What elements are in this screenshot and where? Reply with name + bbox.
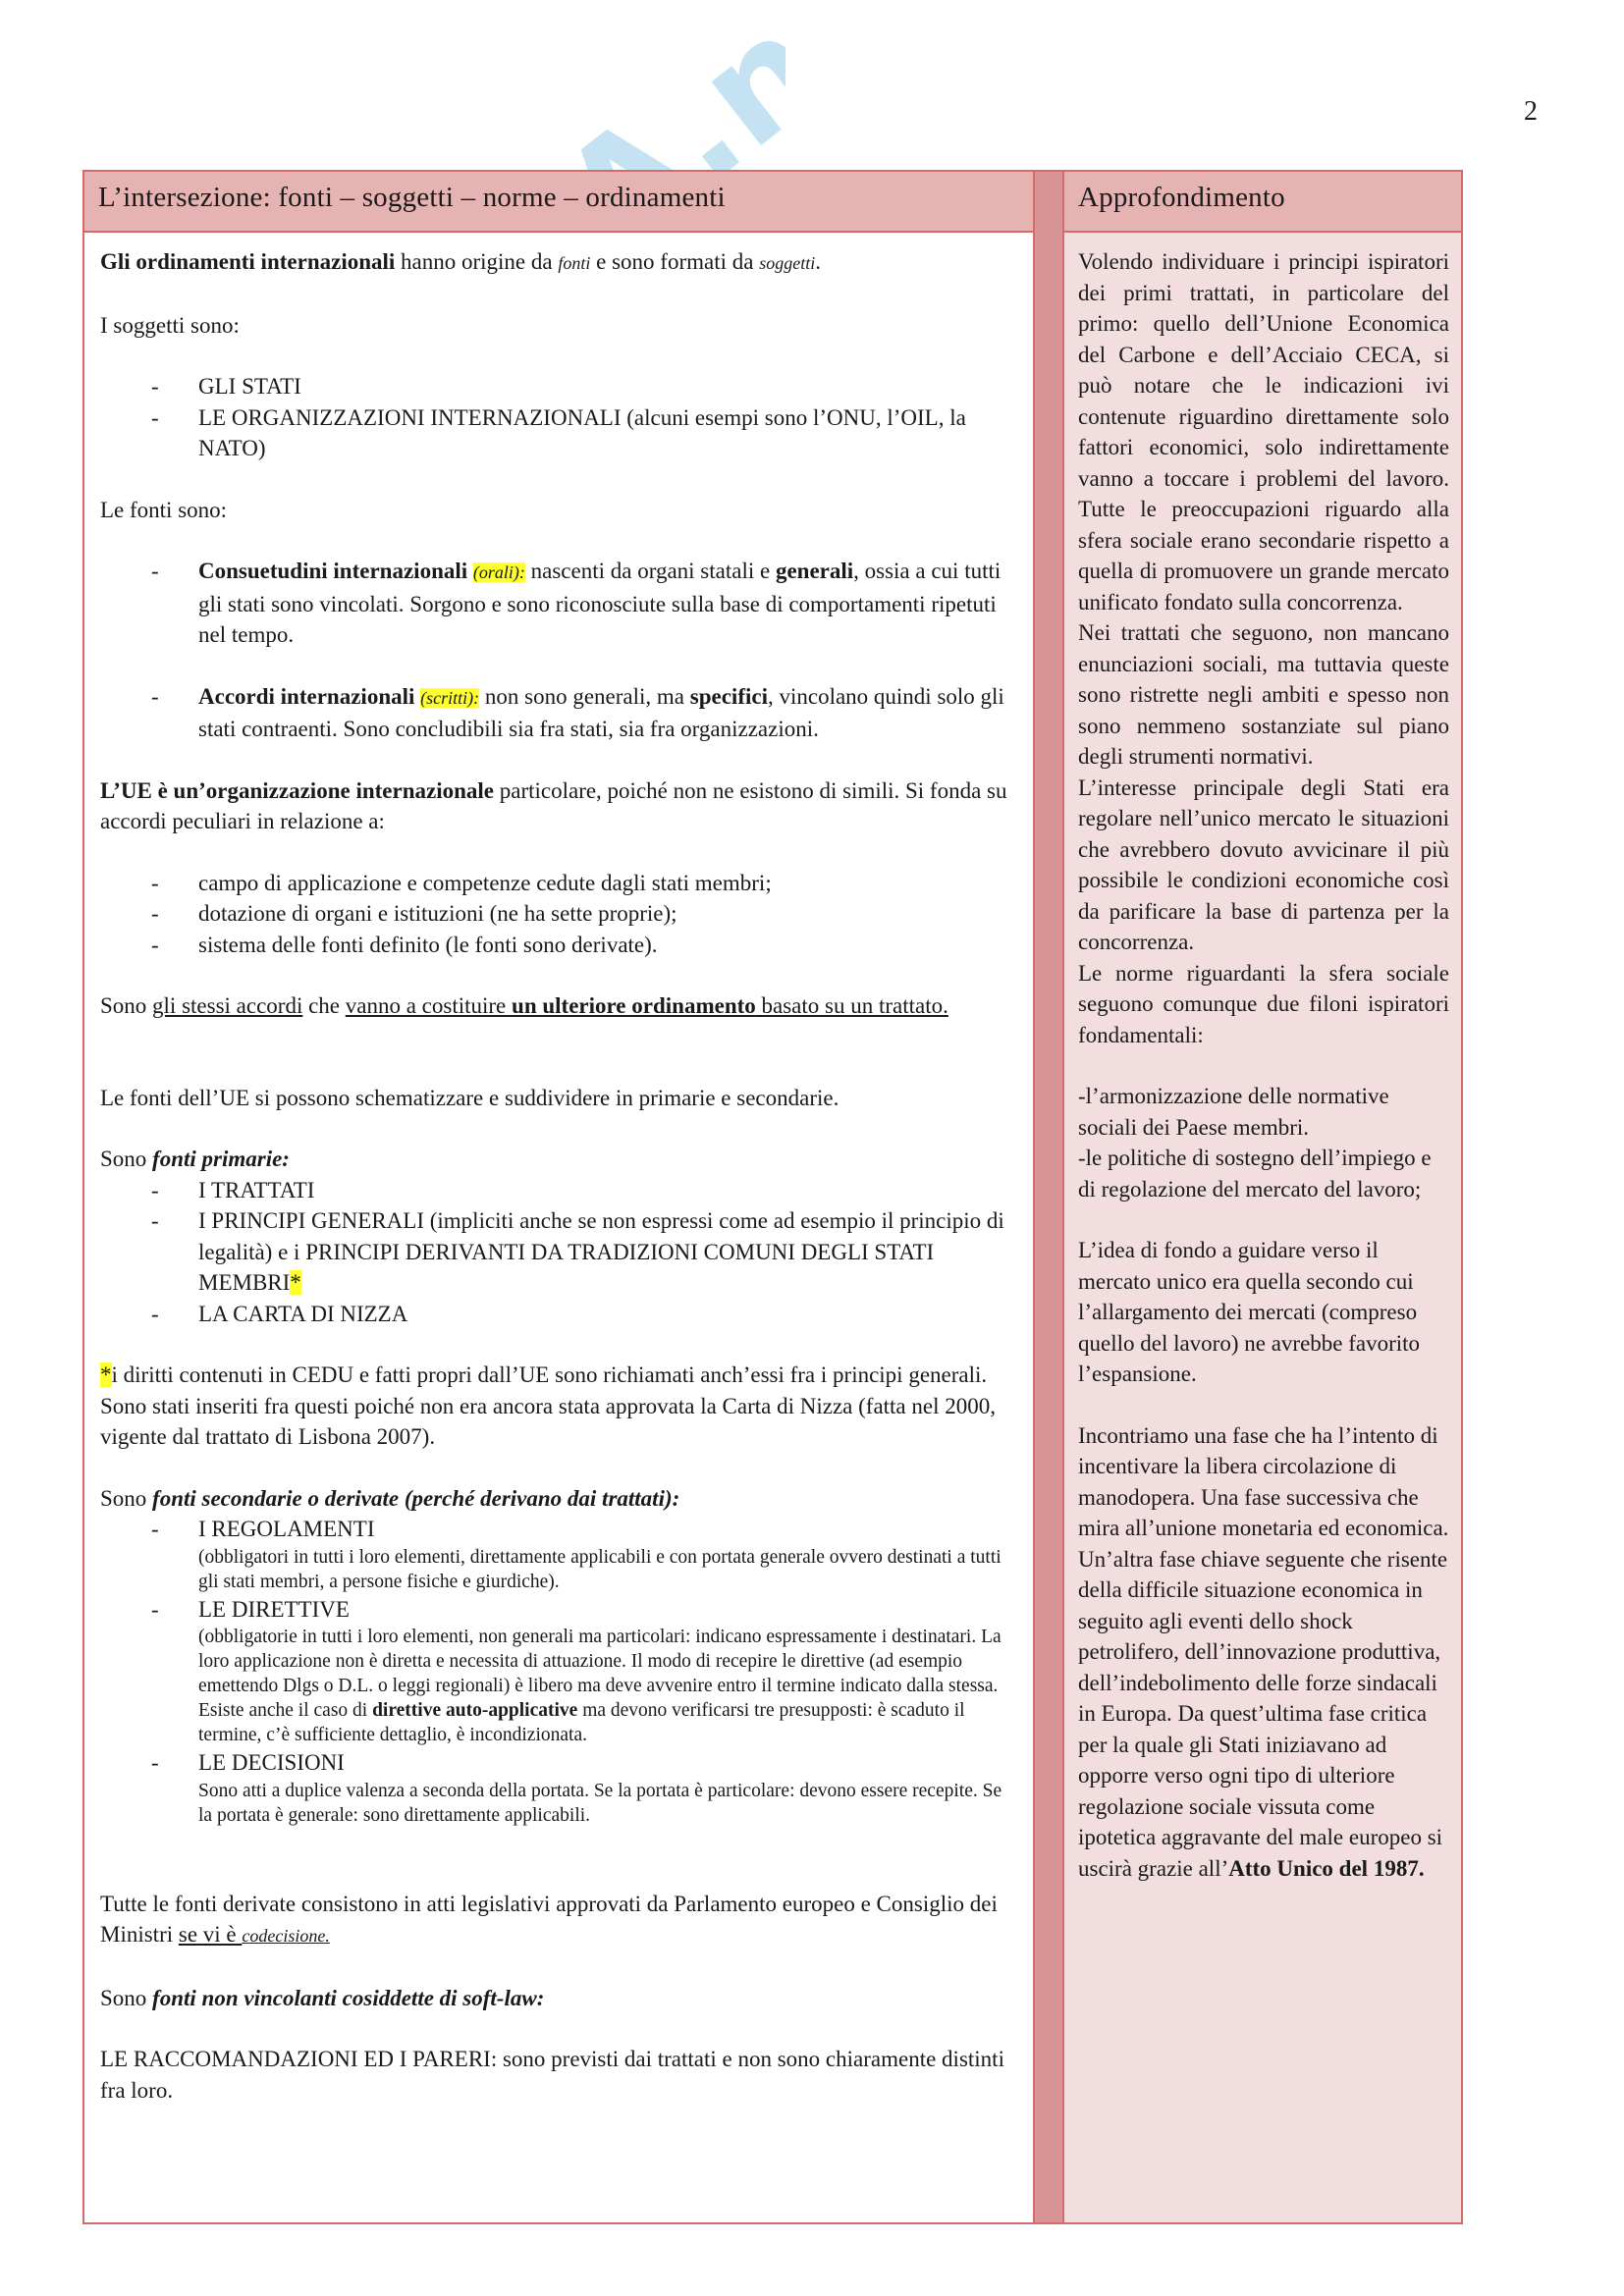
right-column [1062, 172, 1461, 2222]
left-column [84, 172, 1035, 2222]
soggetti-intro: I soggetti sono: [100, 312, 240, 338]
list-item-direttive: - LE DIRETTIVE (obbligatorie in tutti i loro elementi, non generali ma particolari: indicano espressamente i destinatari. La loro applicazione non è diretta e necessita di attuazione. Il modo di recepire le direttive (ad esempio emettendo Dlgs o D.L. o leggi regionali) è libero ma deve avvenire entro il termine indicato dalla stessa. Esiste anche il caso di direttive auto-applicative ma devono verificarsi tre presupposti: è scaduto il termine, c’è sufficiente dettaglio, è incondizionata. [100, 1594, 1017, 1748]
right-header: Approfondimento [1064, 172, 1461, 233]
primarie-heading: Sono fonti primarie: [100, 1147, 290, 1171]
approfondimento-paragraph: -le politiche di sostegno dell’impiego e di regolazione del mercato del lavoro; [1078, 1146, 1432, 1201]
content-table [82, 170, 1463, 2224]
list-item: - I TRATTATI [100, 1175, 1017, 1206]
softlaw-heading: Sono fonti non vincolanti cosiddette di soft-law: [100, 1985, 545, 2010]
secondarie-heading: Sono fonti secondarie o derivate (perché derivano dai trattati): [100, 1485, 680, 1511]
fonti-intro: Le fonti sono: [100, 497, 228, 522]
approfondimento-paragraph: Nei trattati che seguono, non mancano enunciazioni sociali, ma tuttavia queste sono ristrette negli ambiti e spesso non sono nemmeno sostanziate sul piano degli strumenti normativi. [1078, 620, 1449, 769]
approfondimento-paragraph: L’interesse principale degli Stati era regolare nell’unico mercato le situazioni che avrebbero dovuto avvicinare il più possibile le condizioni economiche così da parificare la base di partenza per la concorrenza. [1078, 774, 1449, 954]
list-item: - GLI STATI [100, 371, 1017, 402]
left-body [84, 233, 1033, 2106]
right-body [1064, 233, 1461, 1884]
list-item: - I PRINCIPI GENERALI (impliciti anche se non espressi come ad esempio il principio di legalità) e i PRINCIPI DERIVANTI DA TRADIZIONI COMUNI DEGLI STATI MEMBRI* [100, 1205, 1017, 1299]
stessi-accordi-paragraph: Sono gli stessi accordi che vanno a costituire un ulteriore ordinamento basato su un trattato. [100, 993, 948, 1018]
approfondimento-paragraph: Incontriamo una fase che ha l’intento di incentivare la libera circolazione di manodopera. Una fase successiva che mira all’unione monetaria ed economica. Un’altra fase chiave seguente che risente della difficile situazione economica in seguito agli eventi dello shock petrolifero, dell’innovazione produttiva, dell’indebolimento delle forze sindacali in Europa. Da quest’ultima fase critica per la quale gli Stati iniziavano ad opporre verso ogni tipo di ulteriore regolazione sociale vissuta come ipotetica aggravante del male europeo si uscirà grazie all’Atto Unico del 1987. [1078, 1422, 1449, 1881]
list-item-accordi: - Accordi internazionali (scritti): non sono generali, ma specifici, vincolano quindi solo gli stati contraenti. Sono concludibili sia fra stati, sia fra organizzazioni. [100, 681, 1017, 745]
approfondimento-paragraph: Volendo individuare i principi ispiratori dei primi trattati, in particolare del primo: quello dell’Unione Economica del Carbone e dell’Acciaio CECA, si può notare che le indicazioni ivi contenute riguardino direttamente solo fattori economici, solo indirettamente vanno a toccare i problemi del lavoro. Tutte le preoccupazioni riguardo alla sfera sociale erano secondarie rispetto a quella di promuovere un grande mercato unificato fondato sulla concorrenza. [1078, 249, 1449, 614]
approfondimento-paragraph: -l’armonizzazione delle normative sociali dei Paese membri. [1078, 1084, 1389, 1140]
raccomandazioni-paragraph: LE RACCOMANDAZIONI ED I PARERI: sono previsti dai trattati e non sono chiaramente distinti fra loro. [100, 2047, 1004, 2103]
list-item: - campo di applicazione e competenze cedute dagli stati membri; [100, 868, 1017, 899]
primarie-list [100, 1175, 1017, 1330]
list-item-decisioni: - LE DECISIONI Sono atti a duplice valenza a seconda della portata. Se la portata è particolare: devono essere recepite. Se la portata è generale: sono direttamente applicabili. [100, 1747, 1017, 1828]
column-separator [1035, 172, 1062, 2222]
page-number: 2 [1524, 96, 1538, 127]
list-item: - LA CARTA DI NIZZA [100, 1299, 1017, 1330]
highlight-orali: (orali): [472, 562, 525, 582]
derivate-paragraph: Tutte le fonti derivate consistono in atti legislativi approvati da Parlamento europeo e Consiglio dei Ministri se vi è codecisione. [100, 1891, 998, 1947]
list-item: - LE ORGANIZZAZIONI INTERNAZIONALI (alcuni esempi sono l’ONU, l’OIL, la NATO) [100, 402, 1017, 464]
left-header: L’intersezione: fonti – soggetti – norme – ordinamenti [84, 172, 1033, 233]
soggetti-list [100, 371, 1017, 464]
approfondimento-paragraph: L’idea di fondo a guidare verso il mercato unico era quella secondo cui l’allargamento dei mercati (compreso quello del lavoro) ne avrebbe favorito l’espansione. [1078, 1238, 1421, 1386]
list-item-regolamenti: - I REGOLAMENTI (obbligatori in tutti i loro elementi, direttamente applicabili e con portata generale ovvero destinati a tutti gli stati membri, a persone fisiche e giurdiche). [100, 1514, 1017, 1594]
intro-paragraph: Gli ordinamenti internazionali hanno origine da fonti e sono formati da soggetti. [100, 249, 821, 274]
list-item: - sistema delle fonti definito (le fonti sono derivate). [100, 930, 1017, 961]
fonti-list [100, 556, 1017, 651]
list-item: - dotazione di organi e istituzioni (ne ha sette proprie); [100, 898, 1017, 930]
intro-bold: Gli ordinamenti internazionali [100, 249, 396, 274]
nota-paragraph: *i diritti contenuti in CEDU e fatti propri dall’UE sono richiamati anch’essi fra i principi generali. Sono stati inseriti fra questi poiché non era ancora stata approvata la Carta di Nizza (fatta nel 2000, vigente dal trattato di Lisbona 2007). [100, 1362, 996, 1449]
secondarie-list [100, 1514, 1017, 1828]
approfondimento-paragraph: Le norme riguardanti la sfera sociale seguono comunque due filoni ispiratori fondamentali: [1078, 960, 1449, 1047]
fonti-ue-paragraph: Le fonti dell’UE si possono schematizzare e suddividere in primarie e secondarie. [100, 1085, 839, 1110]
highlight-scritti: (scritti): [420, 687, 480, 708]
ue-list [100, 868, 1017, 961]
ue-paragraph: L’UE è un’organizzazione internazionale particolare, poiché non ne esistono di simili. Si fonda su accordi peculiari in relazione a: [100, 777, 1007, 833]
list-item-consuetudini: - Consuetudini internazionali (orali): nascenti da organi statali e generali, ossia a cui tutti gli stati sono vincolati. Sorgono e sono riconosciute sulla base di comportamenti ripetuti nel tempo. [100, 556, 1017, 651]
